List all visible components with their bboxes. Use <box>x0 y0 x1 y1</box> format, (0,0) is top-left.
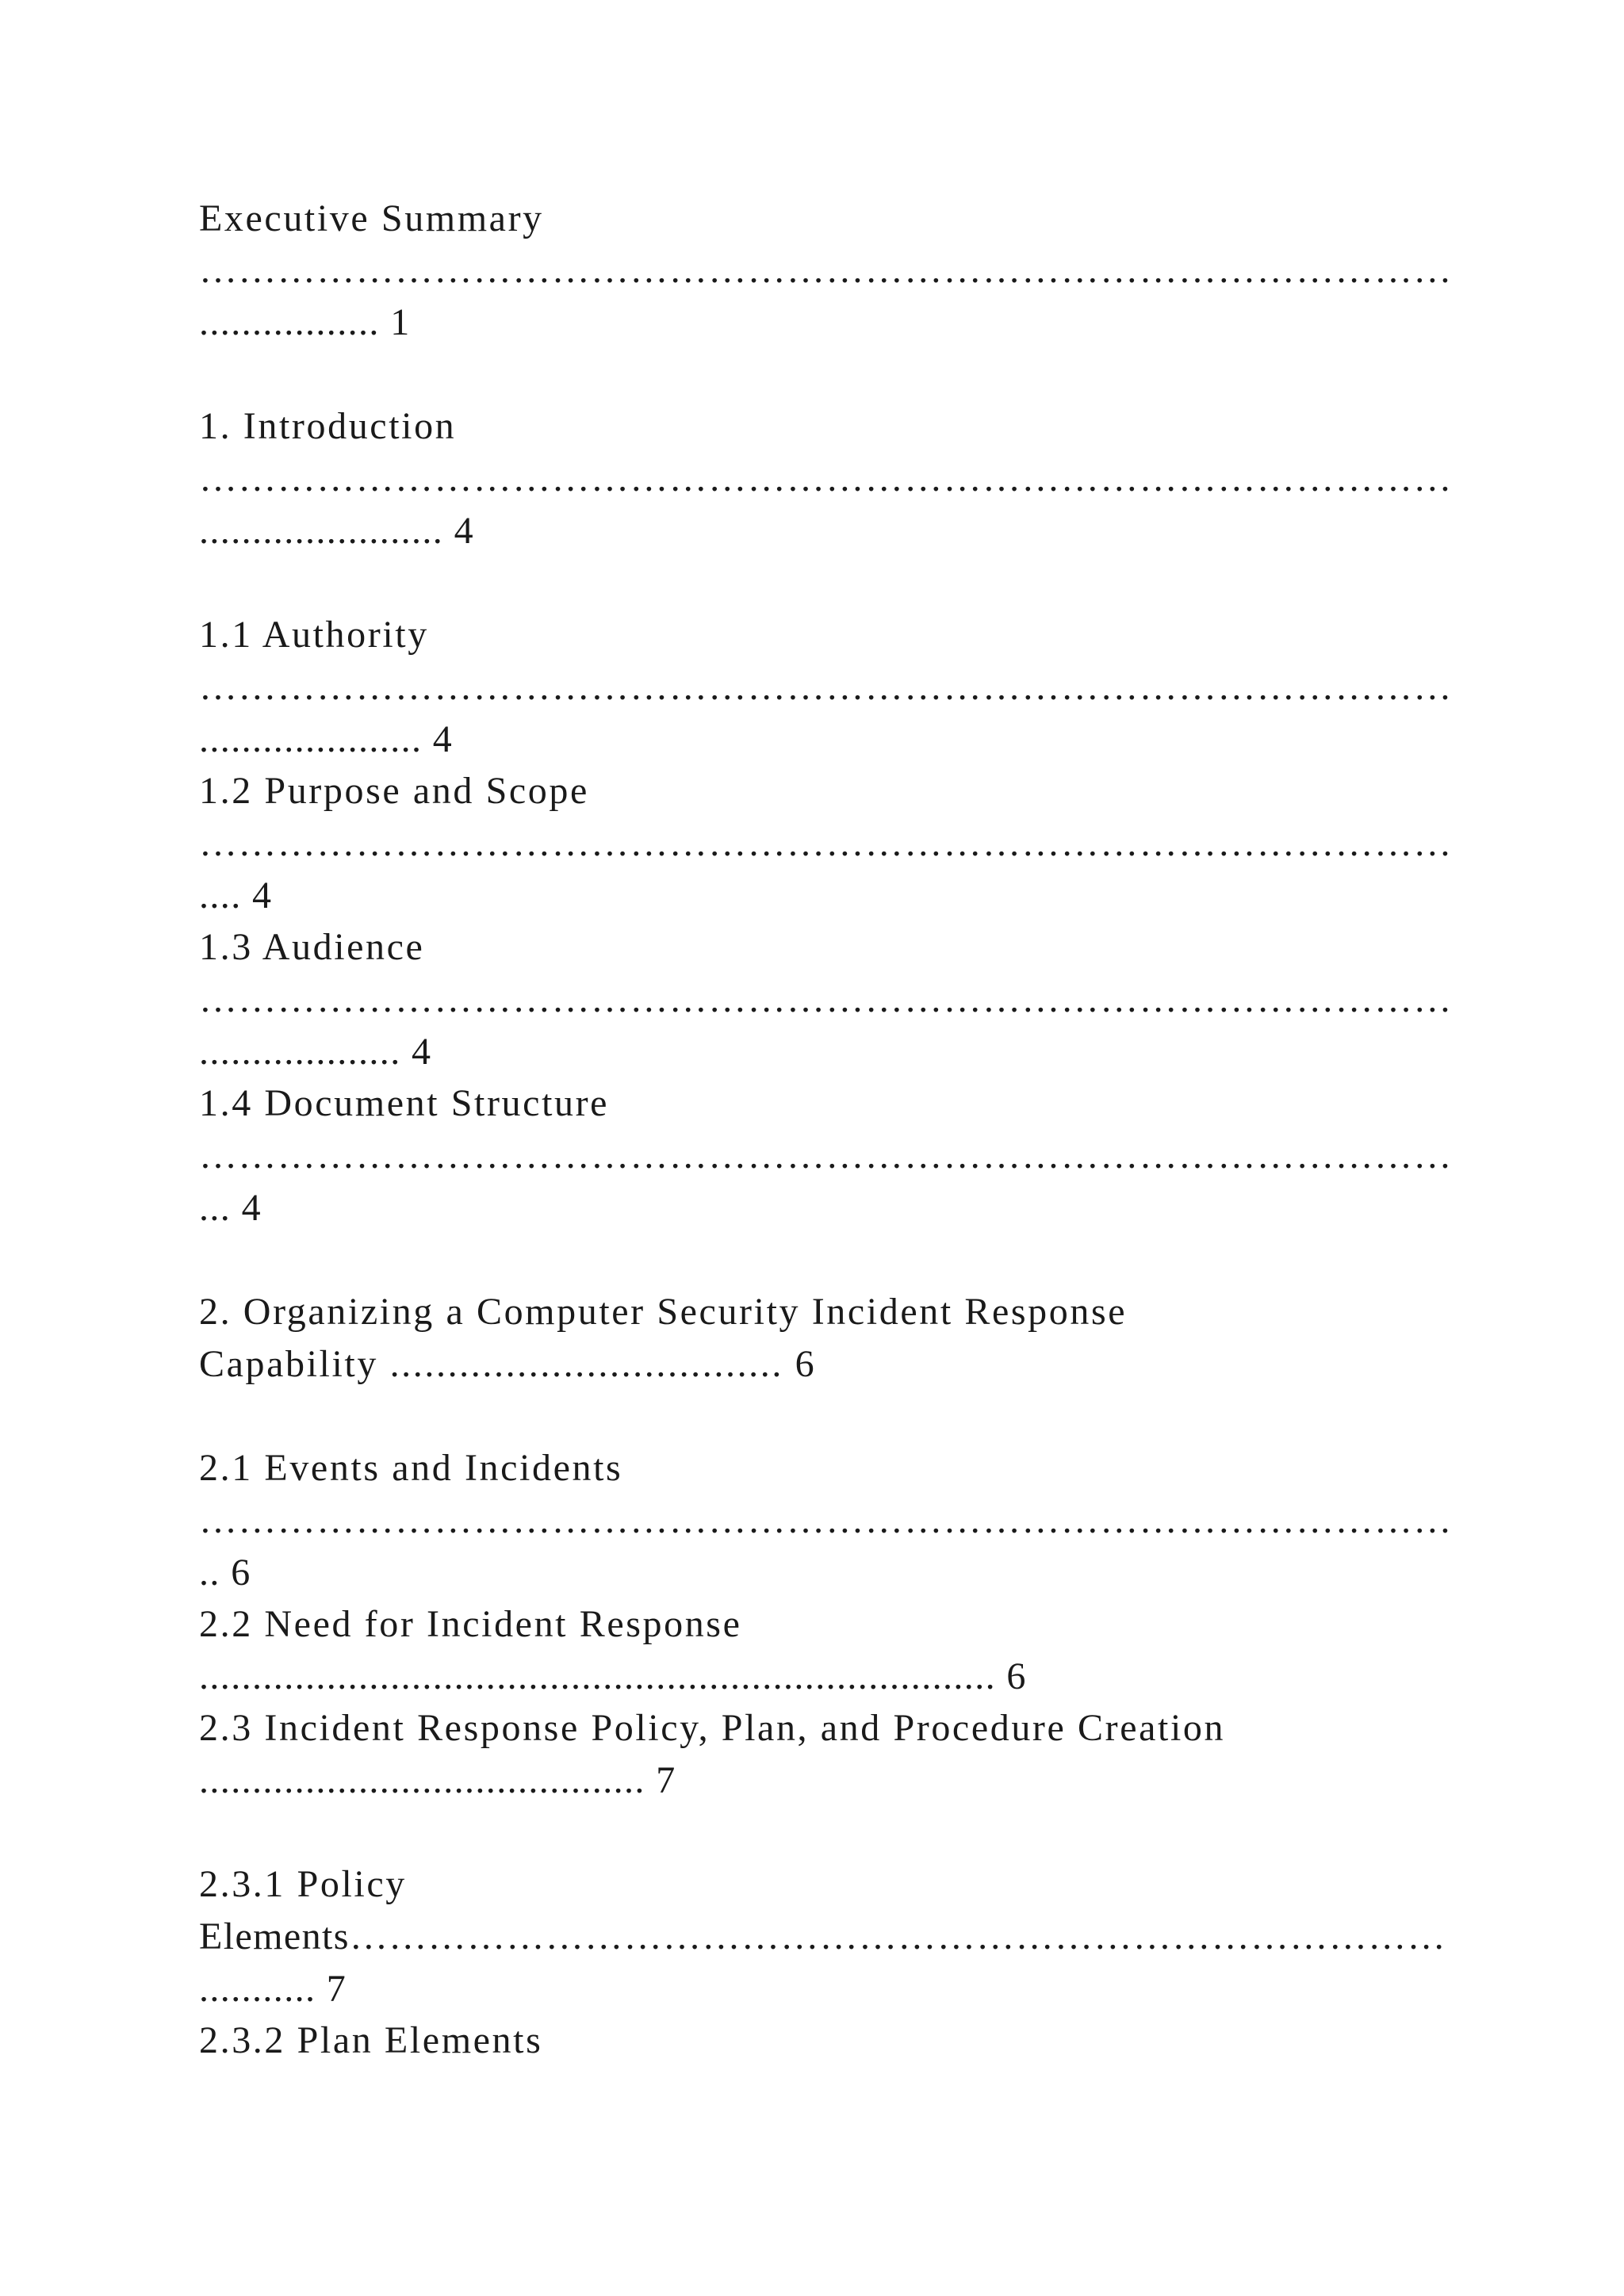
toc-entry-purpose-and-scope: 1.2 Purpose and Scope <box>199 770 589 812</box>
toc-page-number: ................... 4 <box>199 1031 432 1073</box>
toc-leader-dots: …………………………………………………………………………………… <box>199 1499 1453 1541</box>
toc-entry-executive-summary: Executive Summary <box>199 197 544 239</box>
toc-entry-audience: 1.3 Audience <box>199 926 425 968</box>
toc-entry-plan-elements: 2.3.2 Plan Elements <box>199 2019 543 2061</box>
toc-page-number: ....................... 4 <box>199 510 474 552</box>
toc-entry-policy-plan-procedure: 2.3 Incident Response Policy, Plan, and Procedure Creation <box>199 1707 1226 1749</box>
toc-leader-dots: .......................................... 7 <box>199 1759 676 1801</box>
toc-page-number: .... 4 <box>199 874 273 916</box>
toc-leader-dots: …………………………………………………………………………………… <box>199 978 1453 1020</box>
toc-page-number: .. 6 <box>199 1552 251 1594</box>
toc-leader-dots: …………………………………………………………………………………… <box>199 666 1453 708</box>
toc-leader-dots: …………………………………………………………………………………… <box>199 1135 1453 1177</box>
toc-entry-need-for-incident-response: 2.2 Need for Incident Response <box>199 1603 742 1645</box>
toc-page-number: ... 4 <box>199 1187 262 1229</box>
toc-leader-dots: …………………………………………………………………………………… <box>199 457 1453 499</box>
toc-leader-dots: …………………………………………………………………………………… <box>199 249 1453 291</box>
toc-leader-dots: ........................................................................... 6 <box>199 1655 1027 1697</box>
toc-entry-introduction: 1. Introduction <box>199 405 457 447</box>
toc-entry-organizing-csirc-cont: Capability .................................. 6 <box>199 1343 817 1385</box>
toc-page-number: ................. 1 <box>199 301 411 343</box>
toc-entry-policy: 2.3.1 Policy <box>199 1863 407 1905</box>
toc-leader-dots: …………………………………………………………………………………… <box>199 822 1453 864</box>
toc-page-number: ........... 7 <box>199 1968 347 2010</box>
toc-entry-document-structure: 1.4 Document Structure <box>199 1082 610 1124</box>
toc-page-number: ..................... 4 <box>199 718 454 760</box>
toc-entry-authority: 1.1 Authority <box>199 614 429 656</box>
toc-entry-organizing-csirc: 2. Organizing a Computer Security Incident Response <box>199 1291 1128 1333</box>
toc-entry-policy-elements: Elements………………………………………………………………………… <box>199 1915 1447 1957</box>
toc-entry-events-and-incidents: 2.1 Events and Incidents <box>199 1447 623 1489</box>
